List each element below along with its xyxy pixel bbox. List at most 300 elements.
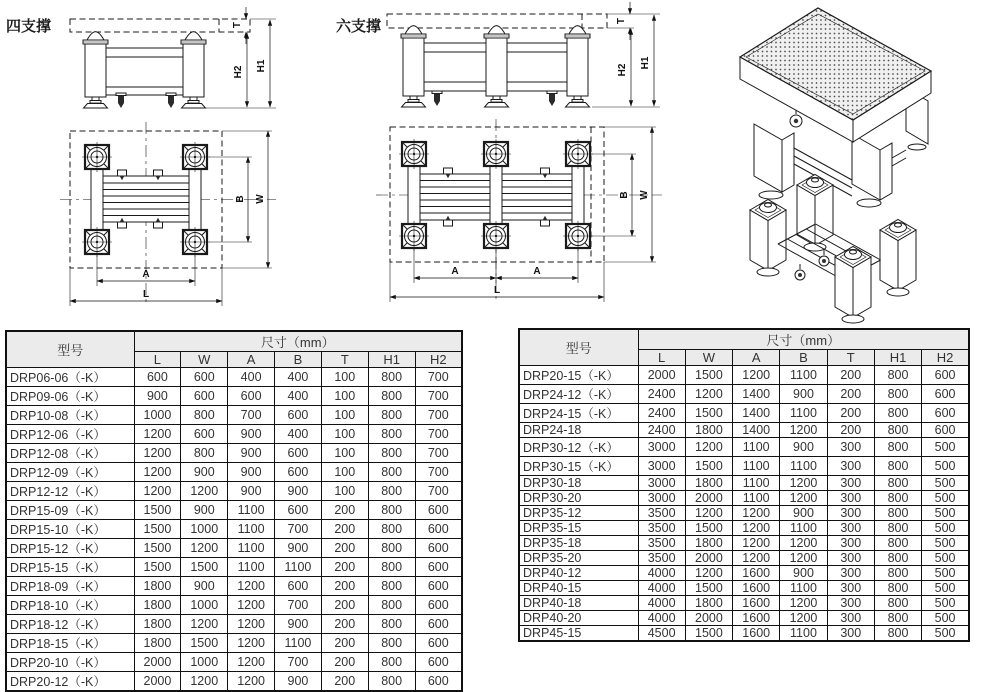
dim-h2-label: H2	[617, 63, 628, 77]
spec-table-left	[5, 330, 463, 692]
value-cell: 600	[275, 501, 322, 520]
value-cell: 500	[922, 536, 969, 551]
model-cell: DRP24-12（-K）	[519, 385, 638, 404]
value-cell: 800	[874, 626, 921, 642]
value-cell: 600	[275, 444, 322, 463]
value-cell: 2000	[638, 366, 685, 385]
value-cell: 900	[228, 425, 275, 444]
col-header-B: B	[780, 350, 827, 366]
value-cell: 1400	[733, 423, 780, 438]
table-row	[519, 521, 969, 536]
value-cell: 1500	[134, 501, 181, 520]
value-cell: 4000	[638, 581, 685, 596]
model-column-header: 型号	[6, 331, 134, 368]
dim-h1-label: H1	[640, 56, 651, 70]
value-cell: 300	[827, 457, 874, 476]
table-row	[6, 444, 462, 463]
value-cell: 600	[415, 558, 462, 577]
table-row	[6, 577, 462, 596]
model-cell: DRP30-18	[519, 476, 638, 491]
value-cell: 300	[827, 438, 874, 457]
isometric-table-illustration	[740, 8, 931, 207]
value-cell: 800	[874, 611, 921, 626]
col-header-B: B	[275, 352, 322, 368]
value-cell: 300	[827, 536, 874, 551]
col-header-H1: H1	[874, 350, 921, 366]
value-cell: 1200	[733, 521, 780, 536]
size-header: 尺寸（mm）	[134, 331, 462, 352]
value-cell: 1200	[181, 482, 228, 501]
value-cell: 800	[181, 406, 228, 425]
model-cell: DRP20-12（-K）	[6, 672, 134, 692]
value-cell: 600	[181, 387, 228, 406]
value-cell: 1200	[134, 482, 181, 501]
value-cell: 300	[827, 566, 874, 581]
table-row	[519, 611, 969, 626]
value-cell: 300	[827, 551, 874, 566]
value-cell: 800	[874, 476, 921, 491]
value-cell: 600	[922, 385, 969, 404]
value-cell: 800	[874, 581, 921, 596]
value-cell: 1100	[733, 491, 780, 506]
value-cell: 1100	[228, 539, 275, 558]
value-cell: 700	[415, 368, 462, 387]
value-cell: 900	[780, 438, 827, 457]
four-support-elevation	[70, 7, 276, 108]
table-row	[6, 558, 462, 577]
value-cell: 1000	[134, 406, 181, 425]
value-cell: 800	[874, 596, 921, 611]
table-row	[6, 539, 462, 558]
value-cell: 1200	[228, 596, 275, 615]
value-cell: 800	[368, 368, 415, 387]
table-row	[519, 566, 969, 581]
value-cell: 900	[275, 672, 322, 692]
value-cell: 200	[321, 539, 368, 558]
value-cell: 800	[874, 404, 921, 423]
value-cell: 300	[827, 521, 874, 536]
value-cell: 1500	[685, 404, 732, 423]
dim-h1-label: H1	[256, 59, 267, 73]
value-cell: 200	[321, 558, 368, 577]
value-cell: 1100	[780, 404, 827, 423]
model-cell: DRP40-20	[519, 611, 638, 626]
value-cell: 1200	[780, 491, 827, 506]
table-row	[6, 463, 462, 482]
dim-w-label: W	[255, 194, 266, 204]
table-row	[519, 438, 969, 457]
value-cell: 1500	[685, 521, 732, 536]
value-cell: 500	[922, 457, 969, 476]
col-header-W: W	[181, 352, 228, 368]
value-cell: 700	[415, 463, 462, 482]
col-header-T: T	[827, 350, 874, 366]
value-cell: 500	[922, 521, 969, 536]
four-support-drawing	[6, 7, 276, 306]
value-cell: 200	[827, 385, 874, 404]
model-cell: DRP12-09（-K）	[6, 463, 134, 482]
value-cell: 500	[922, 581, 969, 596]
value-cell: 1800	[685, 423, 732, 438]
value-cell: 2400	[638, 404, 685, 423]
value-cell: 1100	[733, 476, 780, 491]
model-cell: DRP15-15（-K）	[6, 558, 134, 577]
value-cell: 900	[780, 385, 827, 404]
value-cell: 800	[181, 444, 228, 463]
col-header-L: L	[134, 352, 181, 368]
value-cell: 1800	[134, 596, 181, 615]
value-cell: 100	[321, 444, 368, 463]
value-cell: 1200	[181, 672, 228, 692]
value-cell: 1200	[685, 506, 732, 521]
dim-t-label: T	[232, 21, 243, 29]
value-cell: 1500	[134, 520, 181, 539]
value-cell: 100	[321, 406, 368, 425]
dim-a-label: A	[533, 266, 541, 277]
four-support-title: 四支撑	[6, 18, 52, 35]
value-cell: 1800	[134, 577, 181, 596]
value-cell: 800	[874, 551, 921, 566]
value-cell: 100	[321, 387, 368, 406]
model-cell: DRP35-12	[519, 506, 638, 521]
table-row	[519, 476, 969, 491]
value-cell: 600	[275, 463, 322, 482]
value-cell: 500	[922, 506, 969, 521]
spec-table-left-body	[6, 368, 462, 692]
value-cell: 800	[874, 521, 921, 536]
value-cell: 1600	[733, 596, 780, 611]
col-header-T: T	[321, 352, 368, 368]
table-row	[6, 425, 462, 444]
value-cell: 800	[368, 577, 415, 596]
spec-table-right-body	[519, 366, 969, 642]
value-cell: 3000	[638, 476, 685, 491]
model-cell: DRP35-15	[519, 521, 638, 536]
value-cell: 2000	[134, 653, 181, 672]
value-cell: 1200	[685, 438, 732, 457]
value-cell: 800	[368, 520, 415, 539]
value-cell: 600	[228, 387, 275, 406]
table-row	[6, 596, 462, 615]
value-cell: 100	[321, 482, 368, 501]
value-cell: 1200	[134, 425, 181, 444]
value-cell: 300	[827, 611, 874, 626]
value-cell: 1200	[134, 463, 181, 482]
four-support-plan	[60, 122, 276, 306]
value-cell: 700	[415, 444, 462, 463]
value-cell: 1200	[733, 366, 780, 385]
model-column-header: 型号	[519, 329, 638, 366]
table-row	[6, 653, 462, 672]
value-cell: 900	[228, 463, 275, 482]
value-cell: 600	[415, 672, 462, 692]
table-row	[6, 615, 462, 634]
value-cell: 1100	[228, 501, 275, 520]
value-cell: 800	[874, 491, 921, 506]
table-row	[519, 596, 969, 611]
value-cell: 600	[415, 634, 462, 653]
value-cell: 3500	[638, 536, 685, 551]
value-cell: 1200	[228, 577, 275, 596]
value-cell: 3500	[638, 551, 685, 566]
value-cell: 800	[874, 366, 921, 385]
table-row	[519, 385, 969, 404]
model-cell: DRP30-20	[519, 491, 638, 506]
value-cell: 1200	[228, 615, 275, 634]
value-cell: 1500	[685, 366, 732, 385]
value-cell: 1200	[780, 476, 827, 491]
value-cell: 100	[321, 463, 368, 482]
spec-table-right	[518, 328, 970, 642]
value-cell: 900	[275, 539, 322, 558]
value-cell: 900	[780, 566, 827, 581]
value-cell: 500	[922, 491, 969, 506]
col-header-H2: H2	[415, 352, 462, 368]
value-cell: 1100	[780, 521, 827, 536]
value-cell: 800	[874, 385, 921, 404]
value-cell: 3000	[638, 491, 685, 506]
value-cell: 400	[228, 368, 275, 387]
value-cell: 1600	[733, 626, 780, 642]
size-header: 尺寸（mm）	[638, 329, 969, 350]
table-row	[6, 520, 462, 539]
value-cell: 2000	[134, 672, 181, 692]
table-row	[6, 387, 462, 406]
value-cell: 1100	[780, 366, 827, 385]
value-cell: 1500	[685, 581, 732, 596]
value-cell: 600	[922, 423, 969, 438]
table-row	[519, 491, 969, 506]
value-cell: 300	[827, 491, 874, 506]
value-cell: 1200	[780, 551, 827, 566]
value-cell: 800	[368, 444, 415, 463]
value-cell: 600	[181, 368, 228, 387]
value-cell: 1100	[275, 634, 322, 653]
value-cell: 700	[415, 406, 462, 425]
value-cell: 600	[134, 368, 181, 387]
table-row	[6, 368, 462, 387]
value-cell: 800	[368, 387, 415, 406]
model-cell: DRP09-06（-K）	[6, 387, 134, 406]
value-cell: 900	[181, 501, 228, 520]
value-cell: 600	[415, 520, 462, 539]
dim-l-label: L	[142, 289, 150, 300]
model-cell: DRP40-12	[519, 566, 638, 581]
value-cell: 400	[275, 387, 322, 406]
value-cell: 900	[275, 482, 322, 501]
value-cell: 700	[415, 482, 462, 501]
value-cell: 1400	[733, 385, 780, 404]
model-cell: DRP35-20	[519, 551, 638, 566]
value-cell: 800	[874, 566, 921, 581]
model-cell: DRP12-06（-K）	[6, 425, 134, 444]
value-cell: 100	[321, 425, 368, 444]
value-cell: 1400	[733, 404, 780, 423]
value-cell: 1200	[181, 539, 228, 558]
model-cell: DRP30-12（-K）	[519, 438, 638, 457]
col-header-H2: H2	[922, 350, 969, 366]
value-cell: 4000	[638, 611, 685, 626]
value-cell: 900	[780, 506, 827, 521]
value-cell: 1800	[685, 596, 732, 611]
dim-l-label: L	[493, 285, 501, 296]
value-cell: 1100	[780, 457, 827, 476]
table-row	[519, 551, 969, 566]
value-cell: 600	[181, 425, 228, 444]
table-row	[519, 366, 969, 385]
value-cell: 800	[368, 634, 415, 653]
value-cell: 900	[134, 387, 181, 406]
model-cell: DRP40-15	[519, 581, 638, 596]
model-cell: DRP06-06（-K）	[6, 368, 134, 387]
value-cell: 800	[368, 501, 415, 520]
technical-drawings	[0, 0, 983, 327]
value-cell: 1000	[181, 653, 228, 672]
value-cell: 1500	[685, 626, 732, 642]
model-cell: DRP18-12（-K）	[6, 615, 134, 634]
col-header-L: L	[638, 350, 685, 366]
table-row	[6, 482, 462, 501]
value-cell: 800	[368, 615, 415, 634]
table-row	[519, 506, 969, 521]
dim-w-label: W	[639, 190, 650, 200]
value-cell: 1200	[733, 506, 780, 521]
value-cell: 1100	[733, 438, 780, 457]
value-cell: 900	[275, 615, 322, 634]
value-cell: 1600	[733, 581, 780, 596]
value-cell: 800	[874, 457, 921, 476]
value-cell: 800	[368, 558, 415, 577]
value-cell: 300	[827, 476, 874, 491]
value-cell: 800	[874, 536, 921, 551]
value-cell: 1500	[181, 634, 228, 653]
value-cell: 500	[922, 611, 969, 626]
model-cell: DRP15-12（-K）	[6, 539, 134, 558]
value-cell: 700	[275, 520, 322, 539]
table-row	[6, 634, 462, 653]
value-cell: 1800	[685, 476, 732, 491]
value-cell: 1100	[733, 457, 780, 476]
value-cell: 1000	[181, 596, 228, 615]
value-cell: 700	[228, 406, 275, 425]
table-row	[519, 581, 969, 596]
value-cell: 1600	[733, 611, 780, 626]
value-cell: 2000	[685, 491, 732, 506]
value-cell: 600	[415, 615, 462, 634]
value-cell: 200	[321, 653, 368, 672]
table-row	[519, 626, 969, 642]
value-cell: 200	[321, 634, 368, 653]
six-support-drawing	[336, 2, 662, 303]
value-cell: 1200	[685, 566, 732, 581]
value-cell: 3000	[638, 438, 685, 457]
model-cell: DRP45-15	[519, 626, 638, 642]
value-cell: 400	[275, 368, 322, 387]
value-cell: 200	[827, 366, 874, 385]
value-cell: 2400	[638, 423, 685, 438]
value-cell: 900	[228, 444, 275, 463]
value-cell: 500	[922, 596, 969, 611]
value-cell: 600	[275, 577, 322, 596]
model-cell: DRP20-10（-K）	[6, 653, 134, 672]
dim-a-label: A	[142, 269, 150, 280]
value-cell: 1200	[228, 653, 275, 672]
value-cell: 600	[415, 577, 462, 596]
value-cell: 600	[275, 406, 322, 425]
model-cell: DRP18-09（-K）	[6, 577, 134, 596]
model-cell: DRP12-08（-K）	[6, 444, 134, 463]
value-cell: 700	[415, 387, 462, 406]
value-cell: 800	[368, 425, 415, 444]
dim-b-label: B	[619, 191, 630, 199]
value-cell: 3500	[638, 506, 685, 521]
value-cell: 800	[368, 672, 415, 692]
value-cell: 100	[321, 368, 368, 387]
value-cell: 2000	[685, 611, 732, 626]
model-cell: DRP20-15（-K）	[519, 366, 638, 385]
value-cell: 600	[415, 596, 462, 615]
value-cell: 1100	[780, 581, 827, 596]
value-cell: 1200	[733, 551, 780, 566]
value-cell: 500	[922, 438, 969, 457]
model-cell: DRP10-08（-K）	[6, 406, 134, 425]
value-cell: 400	[275, 425, 322, 444]
value-cell: 1500	[685, 457, 732, 476]
model-cell: DRP12-12（-K）	[6, 482, 134, 501]
value-cell: 700	[415, 425, 462, 444]
value-cell: 300	[827, 626, 874, 642]
value-cell: 300	[827, 581, 874, 596]
value-cell: 300	[827, 506, 874, 521]
model-cell: DRP30-15（-K）	[519, 457, 638, 476]
value-cell: 800	[368, 539, 415, 558]
value-cell: 1200	[228, 634, 275, 653]
value-cell: 800	[874, 438, 921, 457]
value-cell: 500	[922, 476, 969, 491]
value-cell: 1600	[733, 566, 780, 581]
value-cell: 4000	[638, 596, 685, 611]
value-cell: 600	[415, 501, 462, 520]
value-cell: 1200	[780, 596, 827, 611]
value-cell: 600	[922, 366, 969, 385]
value-cell: 800	[368, 482, 415, 501]
value-cell: 3500	[638, 521, 685, 536]
six-support-title: 六支撑	[336, 18, 382, 35]
six-support-plan	[376, 119, 662, 303]
model-cell: DRP35-18	[519, 536, 638, 551]
value-cell: 1200	[181, 615, 228, 634]
value-cell: 1200	[780, 536, 827, 551]
model-cell: DRP18-15（-K）	[6, 634, 134, 653]
value-cell: 1200	[228, 672, 275, 692]
value-cell: 1200	[780, 611, 827, 626]
value-cell: 1200	[780, 423, 827, 438]
value-cell: 3000	[638, 457, 685, 476]
dim-a-label: A	[451, 266, 459, 277]
value-cell: 700	[275, 596, 322, 615]
table-row	[519, 404, 969, 423]
value-cell: 200	[321, 615, 368, 634]
value-cell: 1000	[181, 520, 228, 539]
model-cell: DRP18-10（-K）	[6, 596, 134, 615]
table-row	[519, 457, 969, 476]
value-cell: 900	[181, 463, 228, 482]
value-cell: 600	[415, 539, 462, 558]
col-header-H1: H1	[368, 352, 415, 368]
value-cell: 500	[922, 626, 969, 642]
col-header-W: W	[685, 350, 732, 366]
value-cell: 800	[368, 406, 415, 425]
